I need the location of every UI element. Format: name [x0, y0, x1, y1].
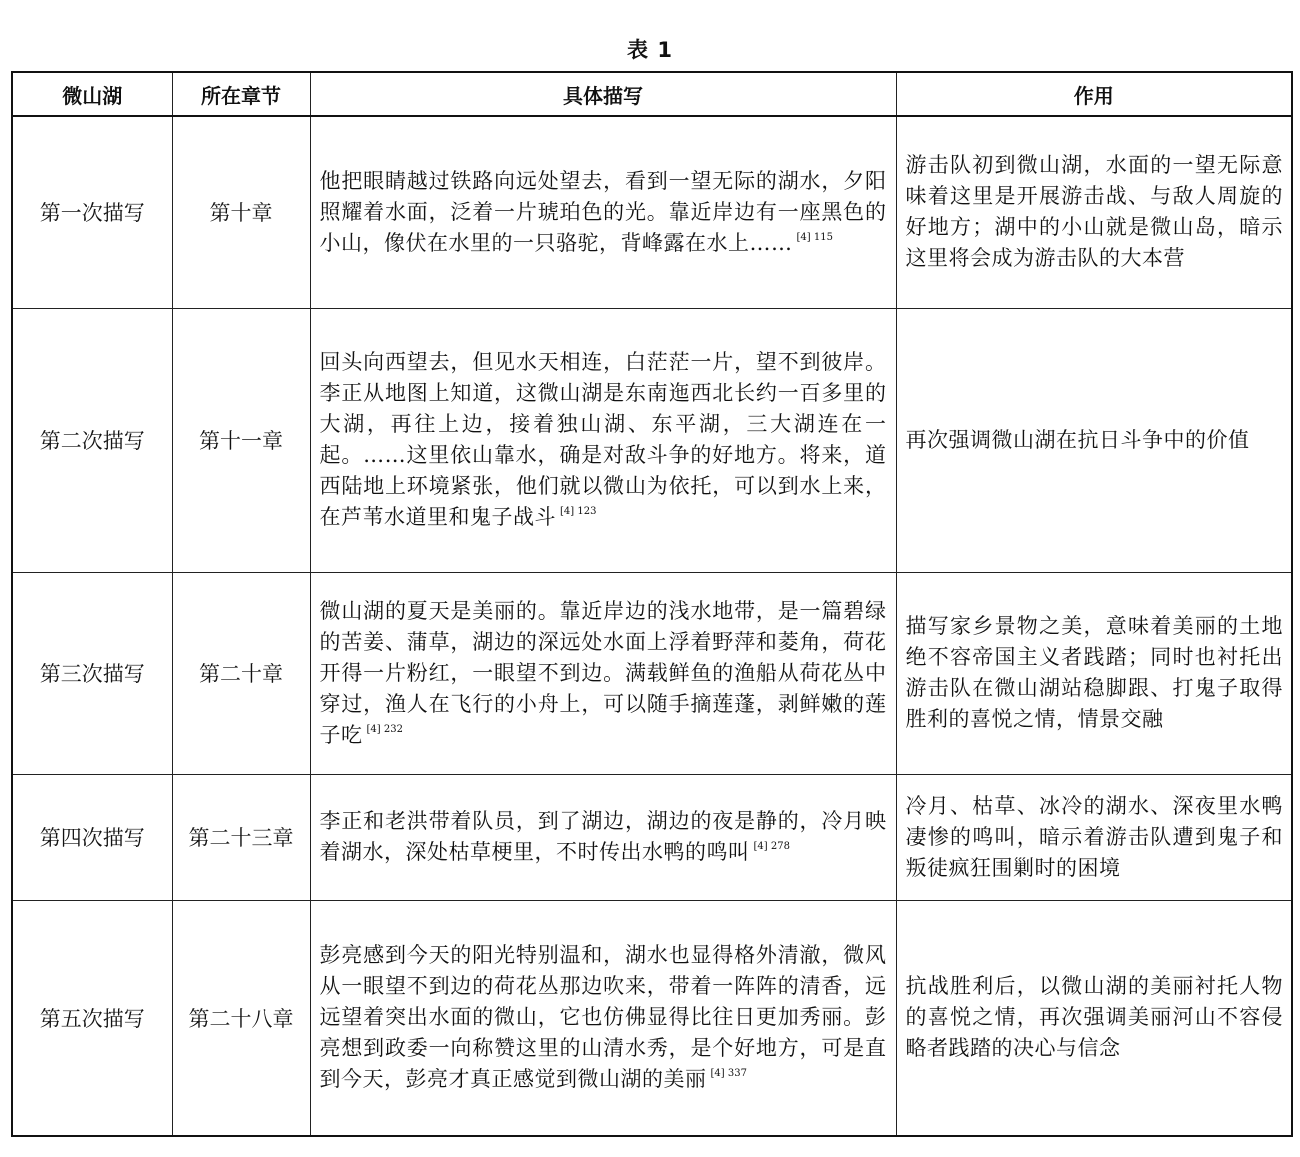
row-effect: 游击队初到微山湖，水面的一望无际意味着这里是开展游击战、与敌人周旋的好地方；湖中的小山就是微山岛，暗示这里将会成为游击队的大本营 — [896, 116, 1292, 308]
header-effect: 作用 — [896, 72, 1292, 116]
row-effect: 再次强调微山湖在抗日斗争中的价值 — [896, 308, 1292, 572]
row-label: 第四次描写 — [12, 774, 172, 900]
row-label: 第二次描写 — [12, 308, 172, 572]
table-row — [12, 116, 1292, 308]
row-label: 第一次描写 — [12, 116, 172, 308]
row-effect: 冷月、枯草、冰冷的湖水、深夜里水鸭凄惨的鸣叫，暗示着游击队遭到鬼子和叛徒疯狂围剿时的困境 — [896, 774, 1292, 900]
citation: [4] 337 — [710, 1068, 747, 1080]
row-description — [310, 116, 896, 308]
row-description — [310, 900, 896, 1136]
lake-description-table — [11, 71, 1293, 1137]
table-caption: 表 1 — [627, 38, 673, 62]
row-chapter: 第二十八章 — [172, 900, 310, 1136]
description-text: 彭亮感到今天的阳光特别温和，湖水也显得格外清澈，微风从一眼望不到边的荷花丛那边吹来，带着一阵阵的清香，远远望着突出水面的微山，它也仿佛显得比往日更加秀丽。彭亮想到政委一向称赞这里的山清水秀，是个好地方，可是直到今天，彭亮才真正感觉到微山湖的美丽 — [319, 943, 887, 1092]
table-row — [12, 308, 1292, 572]
table-row — [12, 572, 1292, 774]
header-lake: 微山湖 — [12, 72, 172, 116]
header-chapter: 所在章节 — [172, 72, 310, 116]
table-row — [12, 900, 1292, 1136]
citation: [4] 115 — [796, 231, 833, 243]
description-text: 李正和老洪带着队员，到了湖边，湖边的夜是静的，冷月映着湖水，深处枯草梗里，不时传出水鸭的鸣叫 — [319, 809, 887, 864]
row-description — [310, 308, 896, 572]
header-description: 具体描写 — [310, 72, 896, 116]
citation: [4] 278 — [753, 841, 790, 852]
table-header — [12, 72, 1292, 116]
row-description — [310, 774, 896, 900]
citation: [4] 123 — [560, 506, 597, 517]
description-text: 微山湖的夏天是美丽的。靠近岸边的浅水地带，是一篇碧绿的苦姜、蒲草，湖边的深远处水面上浮着野萍和菱角，荷花开得一片粉红，一眼望不到边。满载鲜鱼的渔船从荷花丛中穿过，渔人在飞行的小舟上，可以随手摘莲蓬，剥鲜嫩的莲子吃 — [319, 598, 887, 747]
description-text: 回头向西望去，但见水天相连，白茫茫一片，望不到彼岸。李正从地图上知道，这微山湖是东南迤西北长约一百多里的大湖，再往上边，接着独山湖、东平湖，三大湖连在一起。……这里依山靠水，确是对敌斗争的好地方。将来，道西陆地上环境紧张，他们就以微山为依托，可以到水上来，在芦苇水道里和鬼子战斗 — [319, 350, 887, 529]
row-chapter: 第十章 — [172, 116, 310, 308]
row-description — [310, 572, 896, 774]
row-effect: 抗战胜利后，以微山湖的美丽衬托人物的喜悦之情，再次强调美丽河山不容侵略者践踏的决心与信念 — [896, 900, 1292, 1136]
row-chapter: 第十一章 — [172, 308, 310, 572]
row-chapter: 第二十章 — [172, 572, 310, 774]
citation: [4] 232 — [366, 723, 403, 735]
description-text: 他把眼睛越过铁路向远处望去，看到一望无际的湖水，夕阳照耀着水面，泛着一片琥珀色的光。靠近岸边有一座黑色的小山，像伏在水里的一只骆驼，背峰露在水上…… — [319, 168, 887, 255]
row-label: 第三次描写 — [12, 572, 172, 774]
table-row — [12, 774, 1292, 900]
row-effect: 描写家乡景物之美，意味着美丽的土地绝不容帝国主义者践踏；同时也衬托出游击队在微山湖站稳脚跟、打鬼子取得胜利的喜悦之情，情景交融 — [896, 572, 1292, 774]
row-chapter: 第二十三章 — [172, 774, 310, 900]
row-label: 第五次描写 — [12, 900, 172, 1136]
